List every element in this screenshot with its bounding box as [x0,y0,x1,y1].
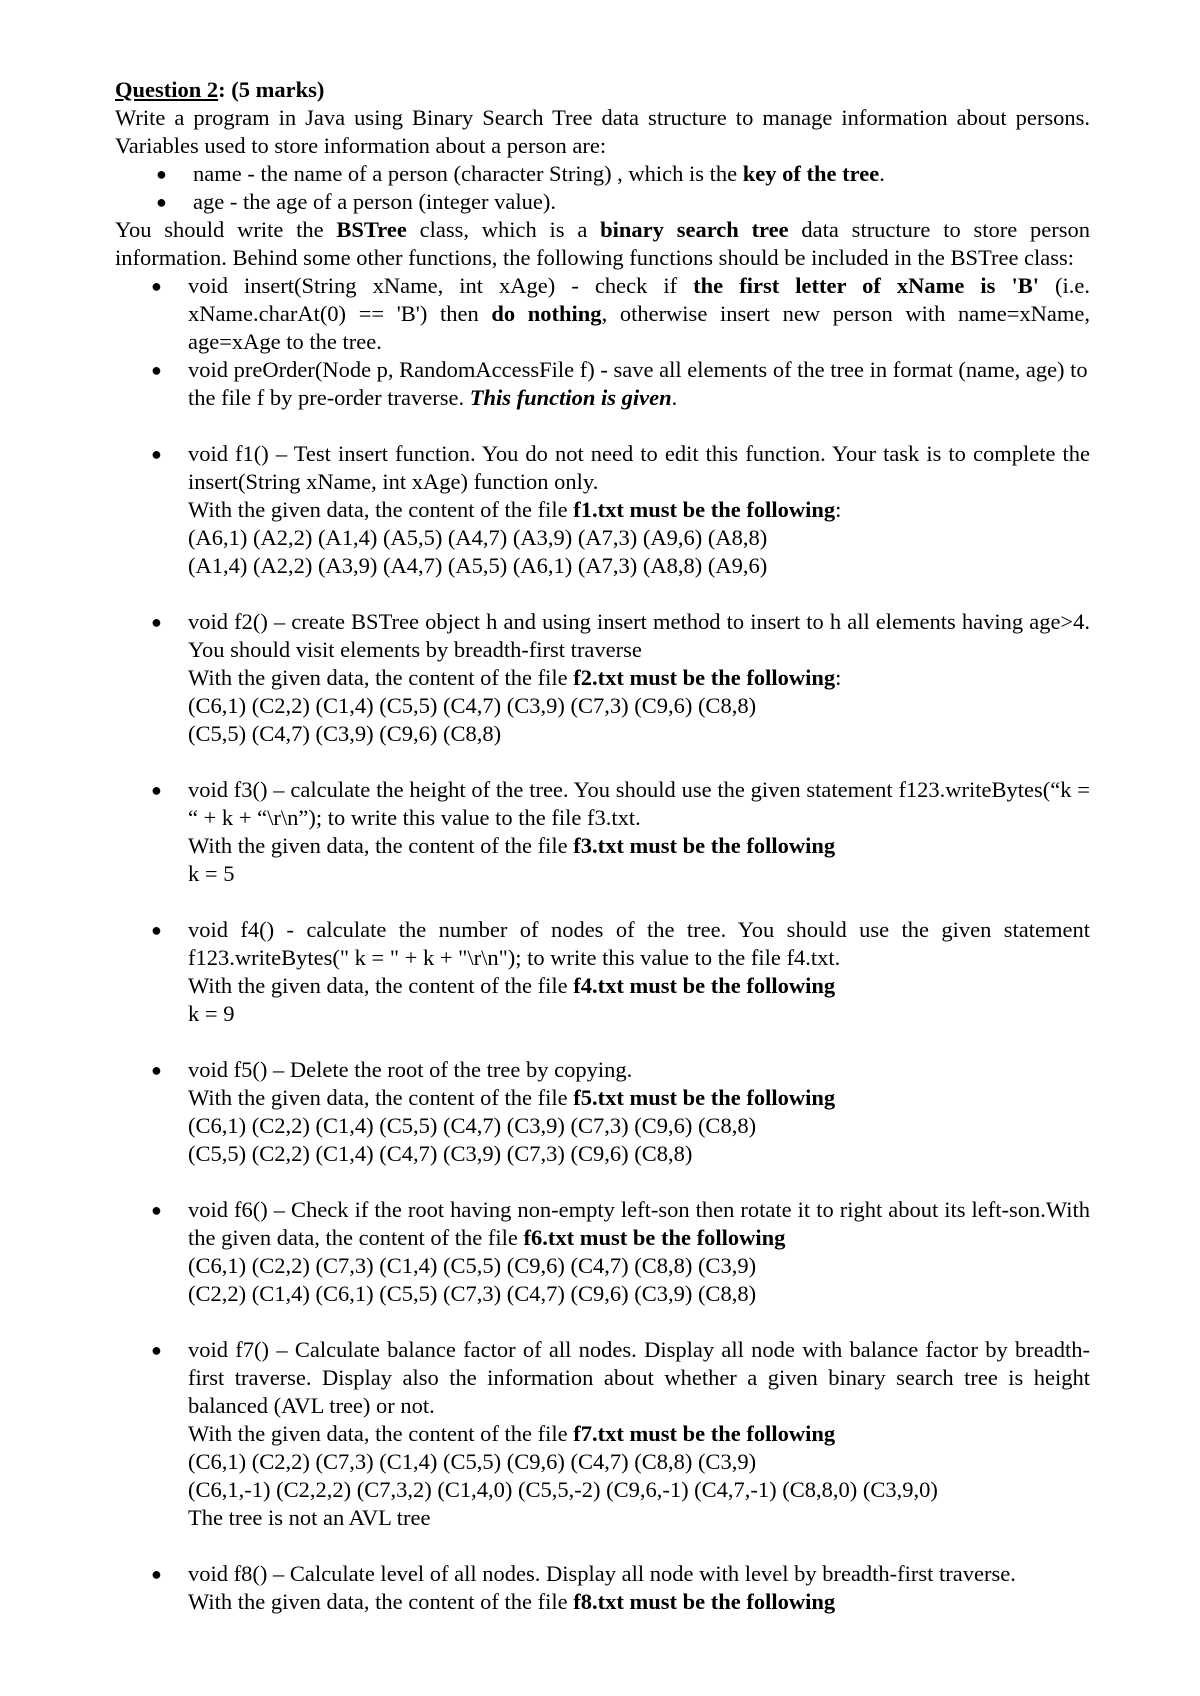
file-name: f3.txt [573,833,624,858]
given-text: With the given data, the content of the file [188,665,574,690]
bullet-icon: ● [151,920,162,940]
bullet-icon: ● [151,360,162,380]
intro-paragraph: Write a program in Java using Binary Search Tree data structure to manage information about persons. Variables used to store information about a person are: [115,105,1090,158]
must-text: must be the following [623,1085,836,1110]
variable-text: age - the age of a person (integer value). [193,189,556,214]
function-text: void f2() – create BSTree object h and using insert method to insert to h all elements having age>4. You should visit elements by breadth-first traverse [188,609,1090,662]
function-emphasis: do nothing [491,301,602,326]
file-name: f7.txt [573,1421,624,1446]
function-text: void f7() – Calculate balance factor of all nodes. Display all node with balance factor by breadth-first traverse. Display also the information about whether a given binary search tree is height balanced (AVL tree) or not. [188,1337,1090,1418]
function-text: . [671,385,678,410]
structure-name: binary search tree [600,217,789,242]
class-description [115,216,1090,272]
expected-output-label [188,972,1090,1000]
given-text: With the given data, the content of the file [188,833,574,858]
must-text: must be the following [623,665,836,690]
spacer [115,1532,1090,1560]
output-line: (C6,1) (C2,2) (C1,4) (C5,5) (C4,7) (C3,9) (C7,3) (C9,6) (C8,8) [188,693,757,718]
function-f1 [115,440,1090,580]
output-line: (A6,1) (A2,2) (A1,4) (A5,5) (A4,7) (A3,9) (A7,3) (A9,6) (A8,8) [188,525,768,550]
function-emphasis: the first letter of xName is 'B' [693,273,1039,298]
given-text: With the given data, the content of the file [188,973,574,998]
expected-output-label [188,496,1090,524]
must-text: must be the following [623,497,836,522]
file-name: f1.txt [573,497,624,522]
given-text: With the given data, the content of the file [188,1589,574,1614]
output-line: k = 5 [188,861,235,886]
function-text: void f1() – Test insert function. You do not need to edit this function. Your task is to complete the insert(String xName, int xAge) function only. [188,441,1090,494]
output-line: (C6,1) (C2,2) (C7,3) (C1,4) (C5,5) (C9,6) (C4,7) (C8,8) (C3,9) [188,1253,757,1278]
file-name: f2.txt [573,665,624,690]
given-text: With the given data, the content of the file [188,1085,574,1110]
variables-list [115,160,1090,216]
file-name: f6.txt [523,1225,575,1250]
function-text: , otherwise insert new person with name=xName, age=xAge to the tree. [188,301,1090,354]
output-line: (C5,5) (C4,7) (C3,9) (C9,6) (C8,8) [188,721,502,746]
function-text: void f8() – Calculate level of all nodes. Display all node with level by breadth-first traverse. [188,1561,1016,1586]
must-text: must be the following [623,1589,836,1614]
function-text: (i.e. xName.charAt(0) == 'B') then [188,273,1091,326]
output-line: k = 9 [188,1001,235,1026]
must-text: must be the following [623,833,836,858]
file-name: f8.txt [573,1589,624,1614]
must-text: must be the following [623,973,836,998]
output-line: (C6,1) (C2,2) (C7,3) (C1,4) (C5,5) (C9,6) (C4,7) (C8,8) (C3,9) [188,1449,757,1474]
question-heading [115,76,1090,104]
output-line: (C6,1) (C2,2) (C1,4) (C5,5) (C4,7) (C3,9) (C7,3) (C9,6) (C8,8) [188,1113,757,1138]
file-name: f5.txt [573,1085,624,1110]
function-text: void preOrder(Node p, RandomAccessFile f) - save all elements of the tree in format (name, age) to the file f by pre-order traverse. [188,357,1088,410]
function-text: void f6() – Check if the root having non-empty left-son then rotate it to right about its left-son.With the given data, the content of the file [188,1197,1090,1250]
suffix-text: : [835,665,842,690]
given-text: With the given data, the content of the file [188,1421,574,1446]
variable-item-name [115,160,1090,188]
function-f7 [115,1336,1090,1532]
output-line: The tree is not an AVL tree [188,1505,431,1530]
spacer [115,580,1090,608]
bullet-icon: ● [151,780,162,800]
output-line: (A1,4) (A2,2) (A3,9) (A4,7) (A5,5) (A6,1) (A7,3) (A8,8) (A9,6) [188,553,768,578]
question-label: Question 2 [115,77,219,102]
functions-list [115,272,1090,1616]
bullet-icon: ● [151,1340,162,1360]
function-text: void f3() – calculate the height of the tree. You should use the given statement f123.writeBytes(“k = “ + k + “\r\n”); to write this value to the file f3.txt. [188,777,1090,830]
spacer [115,1168,1090,1196]
variable-text-end: . [879,161,885,186]
expected-output-label [188,1084,1090,1112]
bullet-icon: ● [151,276,162,296]
bullet-icon: ● [151,1564,162,1584]
question-colon: : [218,77,226,102]
function-f2 [115,608,1090,748]
spacer [115,888,1090,916]
function-insert [115,272,1090,356]
bullet-icon: ● [156,164,167,184]
bullet-icon: ● [151,612,162,632]
expected-output-label [188,1588,1090,1616]
spacer [115,1308,1090,1336]
spacer [115,412,1090,440]
spacer [115,748,1090,776]
bullet-icon: ● [151,444,162,464]
class-desc-text: data structure to store person information. Behind some other functions, the following functions should be included in the BSTree class: [115,217,1091,270]
expected-output-label [188,1420,1090,1448]
question-body [115,76,1090,1616]
class-desc-text: You should write the [115,217,337,242]
function-f3 [115,776,1090,888]
class-name: BSTree [336,217,407,242]
function-f6 [115,1196,1090,1308]
must-text: must be the following [574,1225,786,1250]
output-line: (C2,2) (C1,4) (C6,1) (C5,5) (C7,3) (C4,7) (C9,6) (C3,9) (C8,8) [188,1281,757,1306]
function-text: void insert(String xName, int xAge) - check if [188,273,694,298]
variable-text: name - the name of a person (character String) , which is the [193,161,743,186]
output-line: (C6,1,-1) (C2,2,2) (C7,3,2) (C1,4,0) (C5,5,-2) (C9,6,-1) (C4,7,-1) (C8,8,0) (C3,9,0) [188,1477,938,1502]
suffix-text: : [835,497,842,522]
expected-output-label [188,832,1090,860]
output-line: (C5,5) (C2,2) (C1,4) (C4,7) (C3,9) (C7,3) (C9,6) (C8,8) [188,1141,693,1166]
expected-output-label [188,664,1090,692]
question-marks: (5 marks) [225,77,325,102]
bullet-icon: ● [151,1060,162,1080]
spacer [115,1028,1090,1056]
function-f5 [115,1056,1090,1168]
variable-item-age [115,188,1090,216]
file-name: f4.txt [573,973,624,998]
given-note: This function is given [469,385,672,410]
bullet-icon: ● [156,192,167,212]
function-f4 [115,916,1090,1028]
must-text: must be the following [623,1421,836,1446]
function-f8 [115,1560,1090,1616]
given-text: With the given data, the content of the file [188,497,574,522]
variable-key-text: key of the tree [742,161,880,186]
bullet-icon: ● [151,1200,162,1220]
function-text: void f5() – Delete the root of the tree by copying. [188,1057,633,1082]
class-desc-text: class, which is a [406,217,601,242]
function-text: void f4() - calculate the number of nodes of the tree. You should use the given statement f123.writeBytes(" k = " + k + "\r\n"); to write this value to the file f4.txt. [188,917,1090,970]
function-preorder [115,356,1090,412]
